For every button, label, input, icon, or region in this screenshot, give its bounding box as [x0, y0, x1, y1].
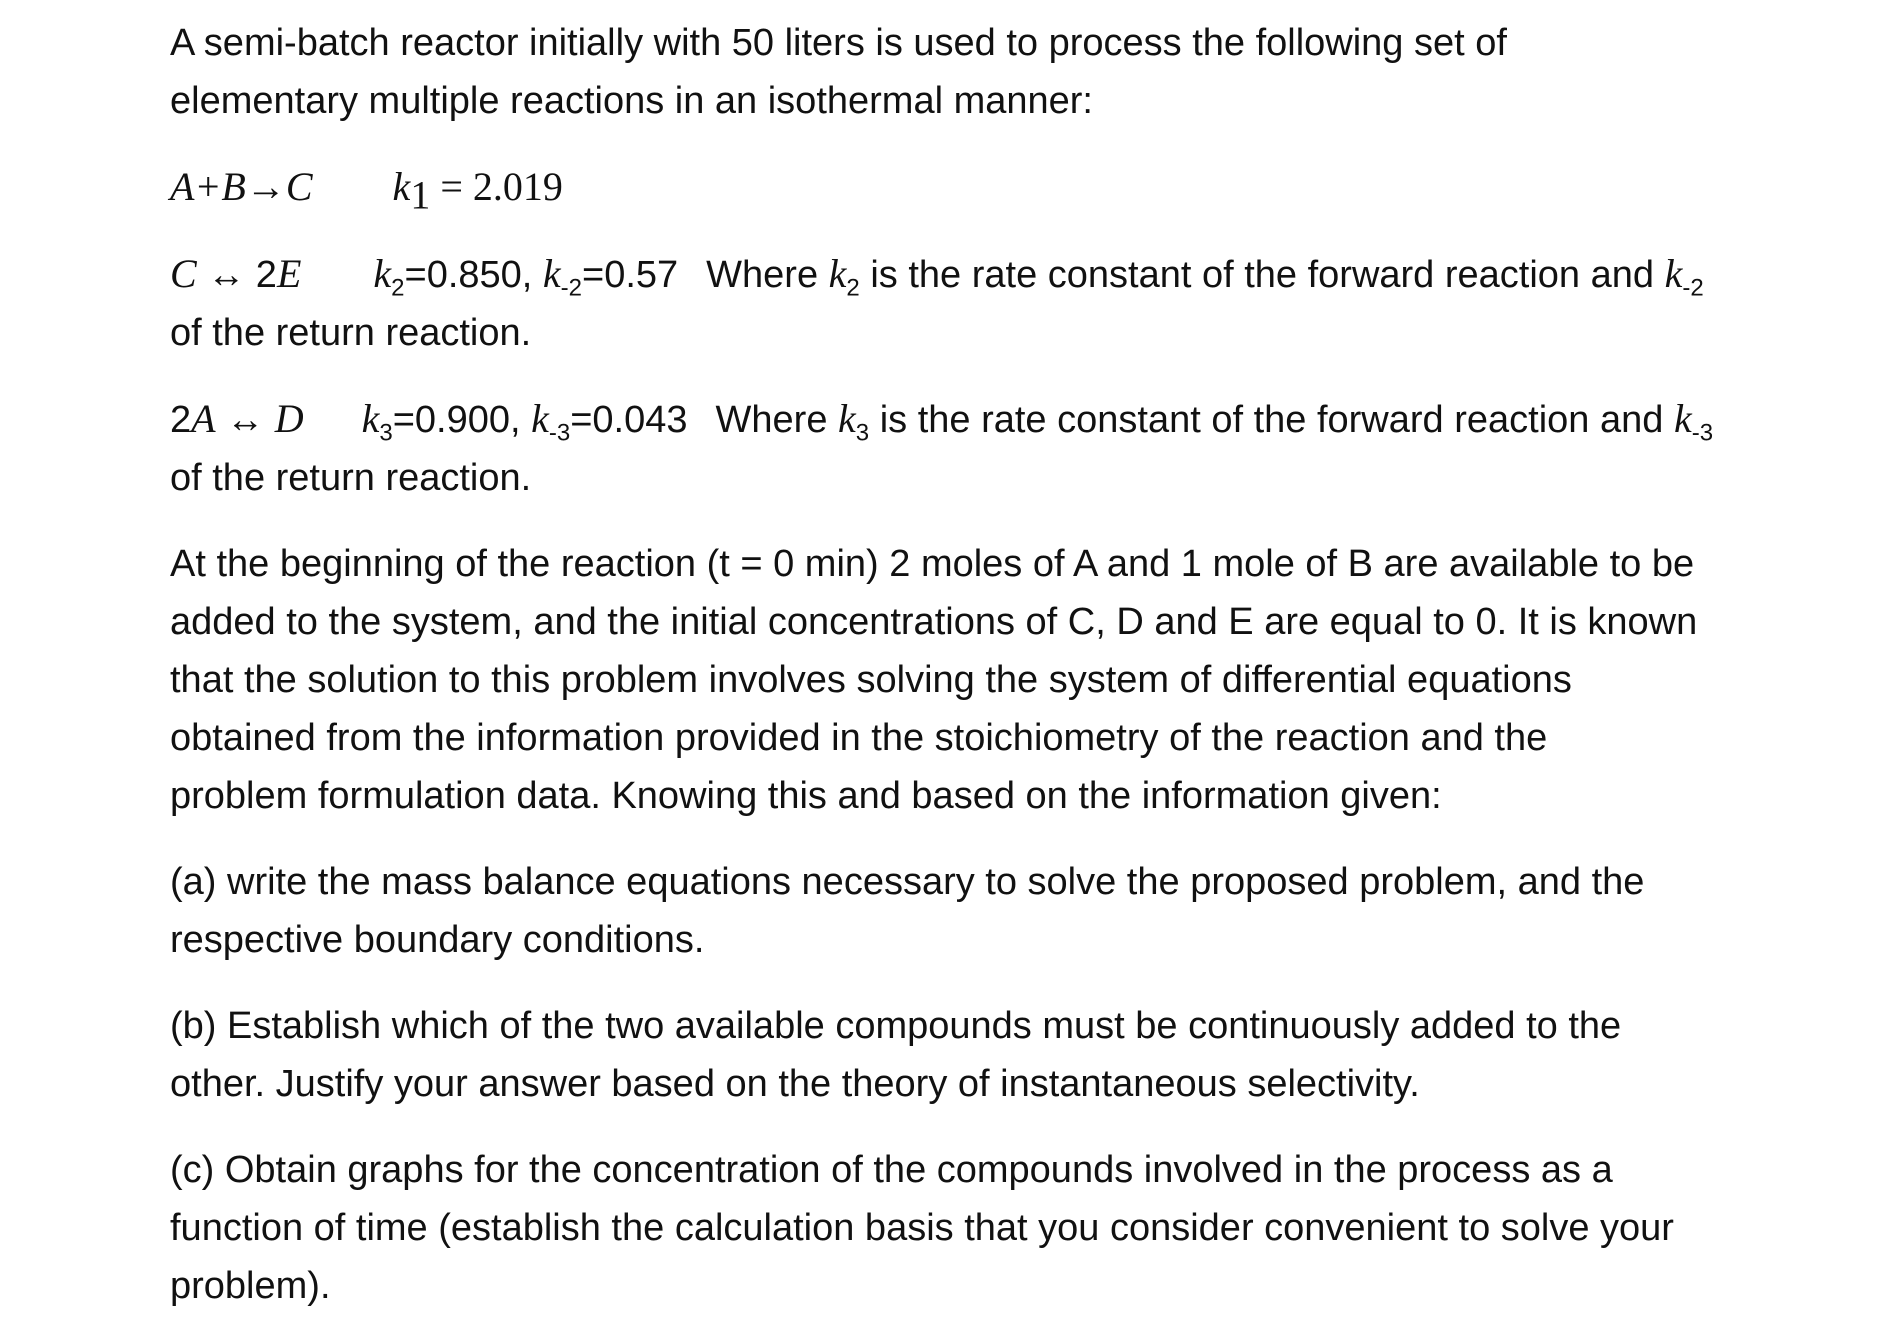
intro-line-1: A semi-batch reactor initially with 50 liters is used to process the following set of	[170, 22, 1507, 64]
reaction-3-d: D	[274, 396, 304, 441]
question-a	[170, 853, 1790, 969]
reaction-2-kf-symbol: k	[373, 251, 392, 296]
reaction-3-where-k: k	[838, 396, 856, 441]
body-line-4: obtained from the information provided in the stoichiometry of the reaction and the	[170, 717, 1548, 759]
reaction-1	[170, 158, 1790, 217]
reaction-2-end-sub: -2	[1682, 274, 1704, 302]
reaction-3-arrow: ↔	[215, 399, 275, 441]
question-a-line-1: (a) write the mass balance equations necessary to solve the proposed problem, and the	[170, 861, 1645, 903]
reaction-2-where-sub: 2	[846, 274, 860, 302]
reaction-3-where-sub: 3	[855, 419, 870, 447]
body-line-5: problem formulation data. Knowing this and based on the information given:	[170, 775, 1442, 817]
document-page	[170, 14, 1790, 1315]
question-b	[170, 997, 1790, 1113]
reaction-1-k-sub: 1	[410, 172, 431, 218]
reaction-3-end-k: k	[1673, 396, 1692, 441]
reaction-3-coef: 2	[170, 399, 192, 441]
reaction-2	[170, 245, 1790, 362]
reaction-3-mid-text: is the rate constant of the forward reaction and	[869, 399, 1674, 441]
reaction-3-kr-symbol: k	[531, 396, 549, 441]
question-a-line-2: respective boundary conditions.	[170, 919, 705, 961]
reaction-3-line-2: of the return reaction.	[170, 457, 532, 499]
body-line-2: added to the system, and the initial concentrations of C, D and E are equal to 0. It is known	[170, 601, 1698, 643]
reaction-3-end-sub: -3	[1691, 419, 1714, 447]
reaction-2-c: C	[170, 251, 197, 296]
intro-line-2: elementary multiple reactions in an isothermal manner:	[170, 80, 1093, 122]
problem-body	[170, 535, 1790, 825]
reaction-2-where: Where	[706, 254, 829, 296]
reaction-3	[170, 390, 1790, 507]
reaction-2-end-k: k	[1664, 251, 1683, 296]
reaction-3-kf-sub: 3	[379, 419, 393, 447]
reaction-2-where-k: k	[828, 251, 847, 296]
reaction-3-kr-value: =0.043	[570, 399, 688, 441]
reaction-2-kr-sub: -2	[560, 274, 583, 302]
reaction-2-line-2: of the return reaction.	[170, 312, 532, 354]
reaction-3-a: A	[191, 396, 216, 441]
reaction-2-kr-value: =0.57	[582, 254, 679, 296]
reaction-2-kf-sub: 2	[391, 274, 405, 302]
reaction-3-kf-value: =0.900,	[392, 399, 532, 441]
reaction-2-e: E	[276, 251, 302, 296]
reaction-3-where: Where	[715, 399, 839, 441]
reaction-1-k-value: = 2.019	[430, 164, 563, 209]
reaction-2-kf-value: =0.850,	[404, 254, 543, 296]
reaction-3-kf-symbol: k	[361, 396, 380, 441]
reaction-1-equation: A+B→C	[170, 164, 313, 209]
question-b-line-2: other. Justify your answer based on the theory of instantaneous selectivity.	[170, 1063, 1420, 1105]
question-c	[170, 1141, 1790, 1315]
question-c-line-3: problem).	[170, 1265, 331, 1307]
reaction-3-kr-sub: -3	[548, 419, 571, 447]
question-c-line-1: (c) Obtain graphs for the concentration of the compounds involved in the process as a	[170, 1149, 1613, 1191]
intro-paragraph	[170, 14, 1790, 130]
reaction-1-k-symbol: k	[392, 164, 411, 209]
reaction-2-kr-symbol: k	[542, 251, 561, 296]
reaction-2-mid-text: is the rate constant of the forward reaction and	[859, 254, 1665, 296]
question-b-line-1: (b) Establish which of the two available compounds must be continuously added to the	[170, 1005, 1622, 1047]
reaction-2-arrow: ↔ 2	[196, 254, 277, 296]
question-c-line-2: function of time (establish the calculation basis that you consider convenient to solve your	[170, 1207, 1674, 1249]
body-line-3: that the solution to this problem involves solving the system of differential equations	[170, 659, 1572, 701]
body-line-1: At the beginning of the reaction (t = 0 min) 2 moles of A and 1 mole of B are available to be	[170, 543, 1695, 585]
